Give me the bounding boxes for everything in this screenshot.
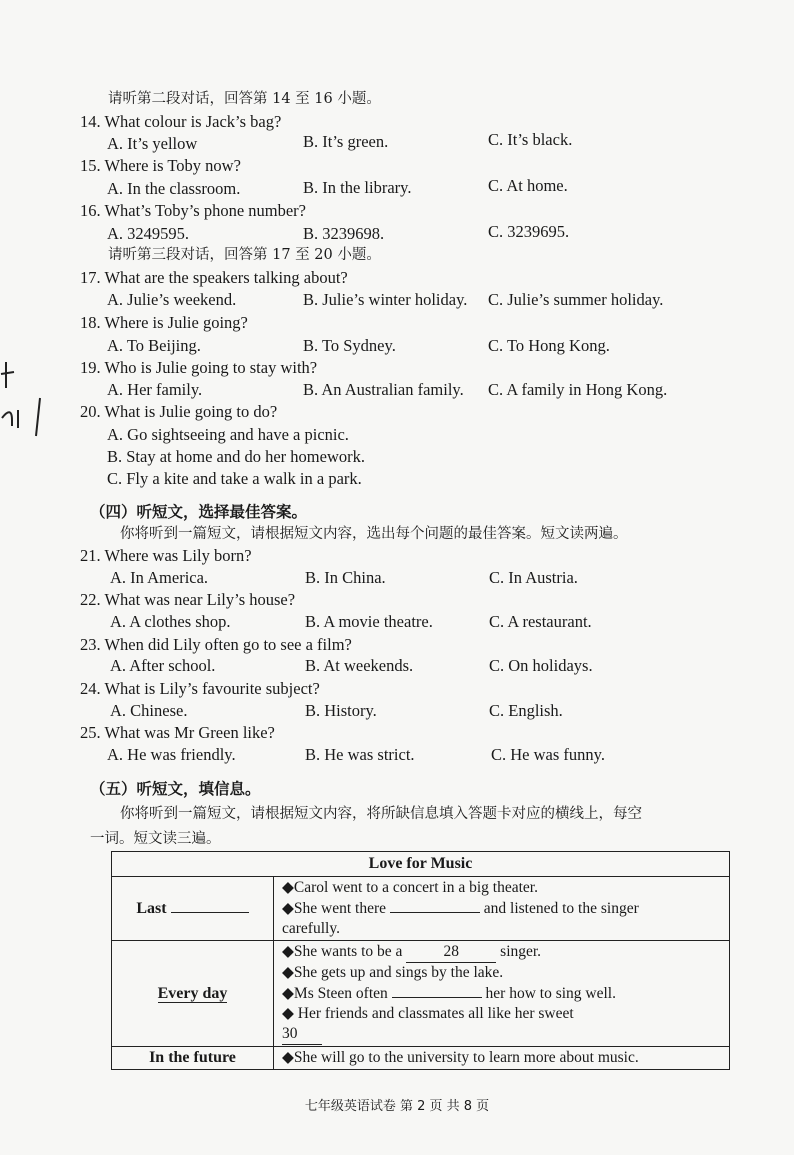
row-future-content: ◆She will go to the university to learn more about music. bbox=[274, 1047, 730, 1070]
row-everyday-line-5 bbox=[282, 1024, 721, 1045]
row-last-line-3: carefully. bbox=[282, 920, 340, 937]
row-everyday-line-1: ◆She wants to be a 28 singer. bbox=[282, 942, 721, 963]
blank-30[interactable]: 30 bbox=[282, 1024, 322, 1045]
q19-option-a: A. Her family. bbox=[107, 380, 203, 399]
row-everyday-line-3: ◆Ms Steen often her how to sing well. bbox=[282, 985, 616, 1002]
q19-option-b: B. An Australian family. bbox=[303, 380, 464, 399]
q19-option-c: C. A family in Hong Kong. bbox=[488, 380, 668, 399]
q24-option-a: A. Chinese. bbox=[110, 701, 188, 720]
section-4-title: （四）听短文，选择最佳答案。 bbox=[90, 502, 308, 521]
q14-option-a: A. It’s yellow bbox=[107, 134, 198, 153]
row-everyday-label: Every day bbox=[112, 941, 274, 1047]
q23-option-c: C. On holidays. bbox=[489, 656, 593, 675]
row-everyday-line-2: ◆She gets up and sings by the lake. bbox=[282, 964, 504, 981]
q15-option-b: B. In the library. bbox=[303, 178, 412, 197]
blank-29[interactable] bbox=[392, 983, 482, 998]
q18-option-b: B. To Sydney. bbox=[303, 336, 396, 355]
love-for-music-table bbox=[111, 851, 730, 1070]
q20-option-c: C. Fly a kite and take a walk in a park. bbox=[107, 469, 362, 488]
q16-option-c: C. 3239695. bbox=[488, 222, 570, 241]
question-20: 20. What is Julie going to do? bbox=[80, 402, 278, 421]
part2-intro: 请听第二段对话，回答第 14 至 16 小题。 bbox=[108, 91, 381, 107]
row-last-label: Last bbox=[112, 877, 274, 941]
q22-option-c: C. A restaurant. bbox=[489, 612, 592, 631]
q16-option-b: B. 3239698. bbox=[303, 224, 385, 243]
row-future-label: In the future bbox=[112, 1047, 274, 1070]
blank-26[interactable] bbox=[171, 898, 249, 913]
question-18: 18. Where is Julie going? bbox=[80, 313, 248, 332]
q17-option-a: A. Julie’s weekend. bbox=[107, 290, 237, 309]
row-everyday-content bbox=[274, 941, 730, 1047]
q20-option-a: A. Go sightseeing and have a picnic. bbox=[107, 425, 349, 444]
q23-option-a: A. After school. bbox=[110, 656, 216, 675]
row-last-line-2: ◆She went there and listened to the singer bbox=[282, 900, 639, 917]
blank-27[interactable] bbox=[390, 898, 480, 913]
question-23: 23. When did Lily often go to see a film? bbox=[80, 635, 352, 654]
q25-option-b: B. He was strict. bbox=[305, 745, 415, 764]
q15-option-a: A. In the classroom. bbox=[107, 179, 241, 198]
question-19: 19. Who is Julie going to stay with? bbox=[80, 358, 318, 377]
q17-option-b: B. Julie’s winter holiday. bbox=[303, 290, 468, 309]
row-everyday-line-4: ◆ Her friends and classmates all like her sweet bbox=[282, 1005, 574, 1022]
question-22: 22. What was near Lily’s house? bbox=[80, 590, 296, 609]
q21-option-b: B. In China. bbox=[305, 568, 386, 587]
q14-option-c: C. It’s black. bbox=[488, 130, 573, 149]
q22-option-b: B. A movie theatre. bbox=[305, 612, 433, 631]
q22-option-a: A. A clothes shop. bbox=[110, 612, 231, 631]
section-5-title: （五）听短文，填信息。 bbox=[90, 779, 261, 798]
section-5-intro-2: 一词。短文读三遍。 bbox=[90, 831, 221, 847]
section-5-intro-1: 你将听到一篇短文，请根据短文内容，将所缺信息填入答题卡对应的横线上，每空 bbox=[120, 806, 642, 822]
q20-option-b: B. Stay at home and do her homework. bbox=[107, 447, 365, 466]
q17-option-c: C. Julie’s summer holiday. bbox=[488, 290, 664, 309]
question-14: 14. What colour is Jack’s bag? bbox=[80, 112, 282, 131]
section-4-intro: 你将听到一篇短文，请根据短文内容，选出每个问题的最佳答案。短文读两遍。 bbox=[120, 526, 628, 542]
page-footer: 七年级英语试卷 第 2 页 共 8 页 bbox=[304, 1099, 490, 1114]
handwriting-mark-icon bbox=[0, 340, 50, 440]
part3-intro: 请听第三段对话，回答第 17 至 20 小题。 bbox=[108, 247, 381, 263]
q25-option-c: C. He was funny. bbox=[491, 745, 605, 764]
question-15: 15. Where is Toby now? bbox=[80, 156, 241, 175]
question-25: 25. What was Mr Green like? bbox=[80, 723, 275, 742]
q15-option-c: C. At home. bbox=[488, 176, 568, 195]
question-17: 17. What are the speakers talking about? bbox=[80, 268, 348, 287]
question-16: 16. What’s Toby’s phone number? bbox=[80, 201, 306, 220]
q14-option-b: B. It’s green. bbox=[303, 132, 389, 151]
q18-option-c: C. To Hong Kong. bbox=[488, 336, 610, 355]
q24-option-b: B. History. bbox=[305, 701, 377, 720]
q21-option-c: C. In Austria. bbox=[489, 568, 578, 587]
q18-option-a: A. To Beijing. bbox=[107, 336, 201, 355]
q23-option-b: B. At weekends. bbox=[305, 656, 414, 675]
table-title: Love for Music bbox=[112, 852, 730, 877]
row-last-content bbox=[274, 877, 730, 941]
q16-option-a: A. 3249595. bbox=[107, 224, 190, 243]
question-24: 24. What is Lily’s favourite subject? bbox=[80, 679, 320, 698]
blank-28[interactable]: 28 bbox=[406, 942, 496, 963]
row-last-line-1: ◆Carol went to a concert in a big theater. bbox=[282, 879, 538, 896]
q24-option-c: C. English. bbox=[489, 701, 563, 720]
q21-option-a: A. In America. bbox=[110, 568, 209, 587]
q25-option-a: A. He was friendly. bbox=[107, 745, 236, 764]
question-21: 21. Where was Lily born? bbox=[80, 546, 252, 565]
